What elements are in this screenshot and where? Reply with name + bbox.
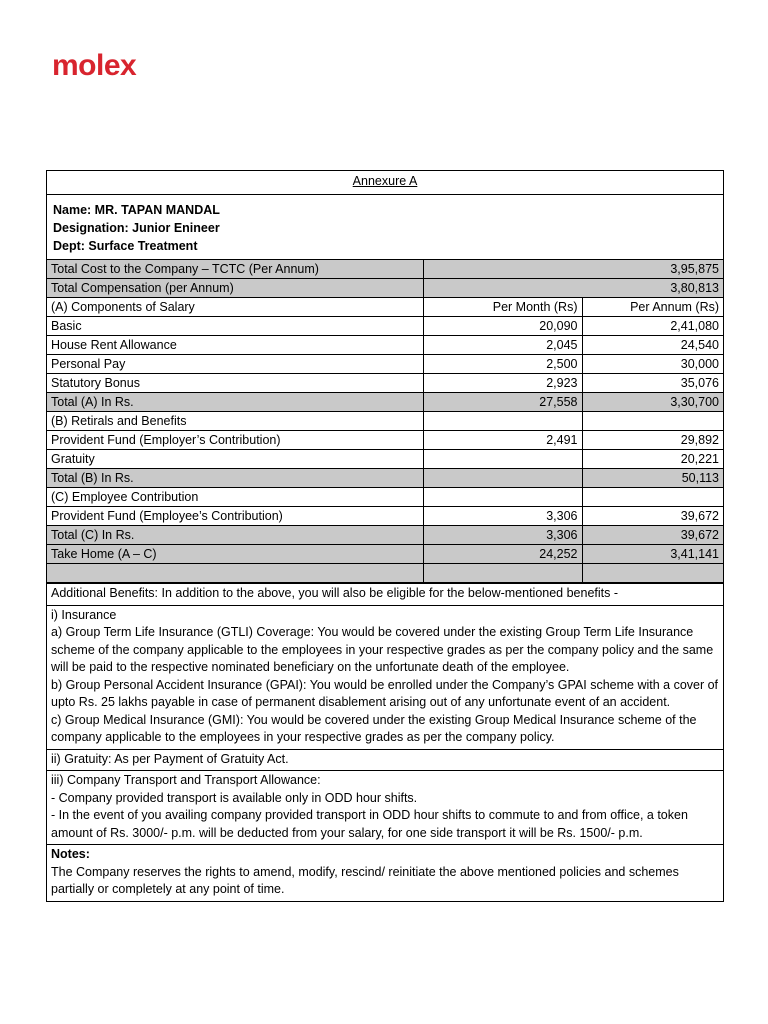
row-label (47, 564, 423, 583)
per-annum-cell: 24,540 (582, 336, 723, 355)
per-annum-cell: 50,113 (582, 469, 723, 488)
row-label: Provident Fund (Employee’s Contribution) (47, 507, 423, 526)
insurance-section (47, 605, 723, 749)
row-label: Basic (47, 317, 423, 336)
per-annum-cell: 30,000 (582, 355, 723, 374)
per-annum-cell (582, 412, 723, 431)
per-annum-cell (582, 564, 723, 583)
per-month-cell (423, 469, 582, 488)
transport-line-2: - In the event of you availing company provided transport in ODD hour shifts to commute to and from office, a token amount of Rs. 3000/- p.m. will be deducted from your salary, for one side transport it will be Rs. 1500/- p.m. (51, 808, 688, 840)
benefits-intro: Additional Benefits: In addition to the above, you will also be eligible for the below-mentioned benefits - (51, 586, 619, 600)
row-label: Provident Fund (Employer’s Contribution) (47, 431, 423, 450)
per-month-cell (423, 412, 582, 431)
table-row (47, 469, 723, 488)
transport-line-1: - Company provided transport is available only in ODD hour shifts. (51, 790, 418, 805)
row-label: Total (C) In Rs. (47, 526, 423, 545)
per-annum-cell: Per Annum (Rs) (582, 298, 723, 317)
table-row (47, 526, 723, 545)
transport-section (47, 770, 723, 844)
row-label: Statutory Bonus (47, 374, 423, 393)
per-annum-cell: 29,892 (582, 431, 723, 450)
row-label: Total Compensation (per Annum) (47, 279, 423, 298)
molex-logo: molex (52, 49, 137, 82)
notes-title: Notes: (51, 847, 90, 861)
per-month-cell: 3,306 (423, 526, 582, 545)
table-row (47, 431, 723, 450)
per-annum-cell (582, 488, 723, 507)
table-row (47, 336, 723, 355)
row-label: (C) Employee Contribution (47, 488, 423, 507)
row-label: Total (A) In Rs. (47, 393, 423, 412)
per-month-cell: 2,045 (423, 336, 582, 355)
notes-section (47, 844, 723, 901)
insurance-heading: i) Insurance (51, 607, 117, 622)
table-row (47, 393, 723, 412)
table-row (47, 355, 723, 374)
table-row (47, 412, 723, 431)
gratuity-text: ii) Gratuity: As per Payment of Gratuity Act. (51, 751, 289, 766)
additional-benefits (47, 583, 723, 605)
per-month-cell: 2,923 (423, 374, 582, 393)
row-total: 3,95,875 (423, 260, 723, 279)
per-month-cell: 3,306 (423, 507, 582, 526)
gpai-text: b) Group Personal Accident Insurance (GPAI): You would be enrolled under the Company’s GPAI scheme with a cover of upto Rs. 25 lakhs payable in case of permanent disablement arising out of any unfortunate event of an accident. (51, 677, 719, 709)
notes-text: The Company reserves the rights to amend, modify, rescind/ reinitiate the above mentioned policies and schemes partially or completely at any point of time. (51, 864, 679, 896)
table-row (47, 317, 723, 336)
per-annum-cell: 20,221 (582, 450, 723, 469)
gmi-text: c) Group Medical Insurance (GMI): You would be covered under the existing Group Medical Insurance scheme of the company applicable to the employees in your respective grades as per the company policy. (51, 712, 697, 744)
row-label: Personal Pay (47, 355, 423, 374)
transport-heading: iii) Company Transport and Transport Allowance: (51, 773, 321, 787)
annexure-title: Annexure A (47, 171, 723, 195)
salary-table (47, 260, 723, 583)
row-label: House Rent Allowance (47, 336, 423, 355)
table-row (47, 488, 723, 507)
table-row (47, 507, 723, 526)
per-annum-cell: 39,672 (582, 507, 723, 526)
per-month-cell: Per Month (Rs) (423, 298, 582, 317)
per-month-cell: 27,558 (423, 393, 582, 412)
per-annum-cell: 2,41,080 (582, 317, 723, 336)
gratuity-section (47, 749, 723, 771)
row-label: (B) Retirals and Benefits (47, 412, 423, 431)
table-row (47, 450, 723, 469)
table-row (47, 564, 723, 583)
row-label: Take Home (A – C) (47, 545, 423, 564)
per-month-cell: 20,090 (423, 317, 582, 336)
row-label: Total Cost to the Company – TCTC (Per Annum) (47, 260, 423, 279)
table-row (47, 374, 723, 393)
per-month-cell (423, 564, 582, 583)
per-month-cell: 2,491 (423, 431, 582, 450)
per-month-cell: 2,500 (423, 355, 582, 374)
per-annum-cell: 3,30,700 (582, 393, 723, 412)
employee-dept: Dept: Surface Treatment (53, 239, 198, 253)
employee-info (47, 195, 723, 260)
employee-name: Name: MR. TAPAN MANDAL (53, 203, 220, 217)
employee-designation: Designation: Junior Enineer (53, 221, 220, 235)
table-row (47, 279, 723, 298)
row-label: Total (B) In Rs. (47, 469, 423, 488)
per-annum-cell: 39,672 (582, 526, 723, 545)
row-label: Gratuity (47, 450, 423, 469)
per-month-cell (423, 450, 582, 469)
table-row (47, 545, 723, 564)
row-label: (A) Components of Salary (47, 298, 423, 317)
per-annum-cell: 35,076 (582, 374, 723, 393)
row-total: 3,80,813 (423, 279, 723, 298)
table-row (47, 298, 723, 317)
gtli-text: a) Group Term Life Insurance (GTLI) Coverage: You would be covered under the existing Group Term Life Insurance scheme of the company applicable to the employees in your respective grades as per the company policy and the same will be paid to the respective nominated beneficiary on the unfortunate death of the employee. (51, 625, 714, 674)
per-annum-cell: 3,41,141 (582, 545, 723, 564)
annexure-sheet (46, 170, 724, 902)
per-month-cell (423, 488, 582, 507)
per-month-cell: 24,252 (423, 545, 582, 564)
table-row (47, 260, 723, 279)
